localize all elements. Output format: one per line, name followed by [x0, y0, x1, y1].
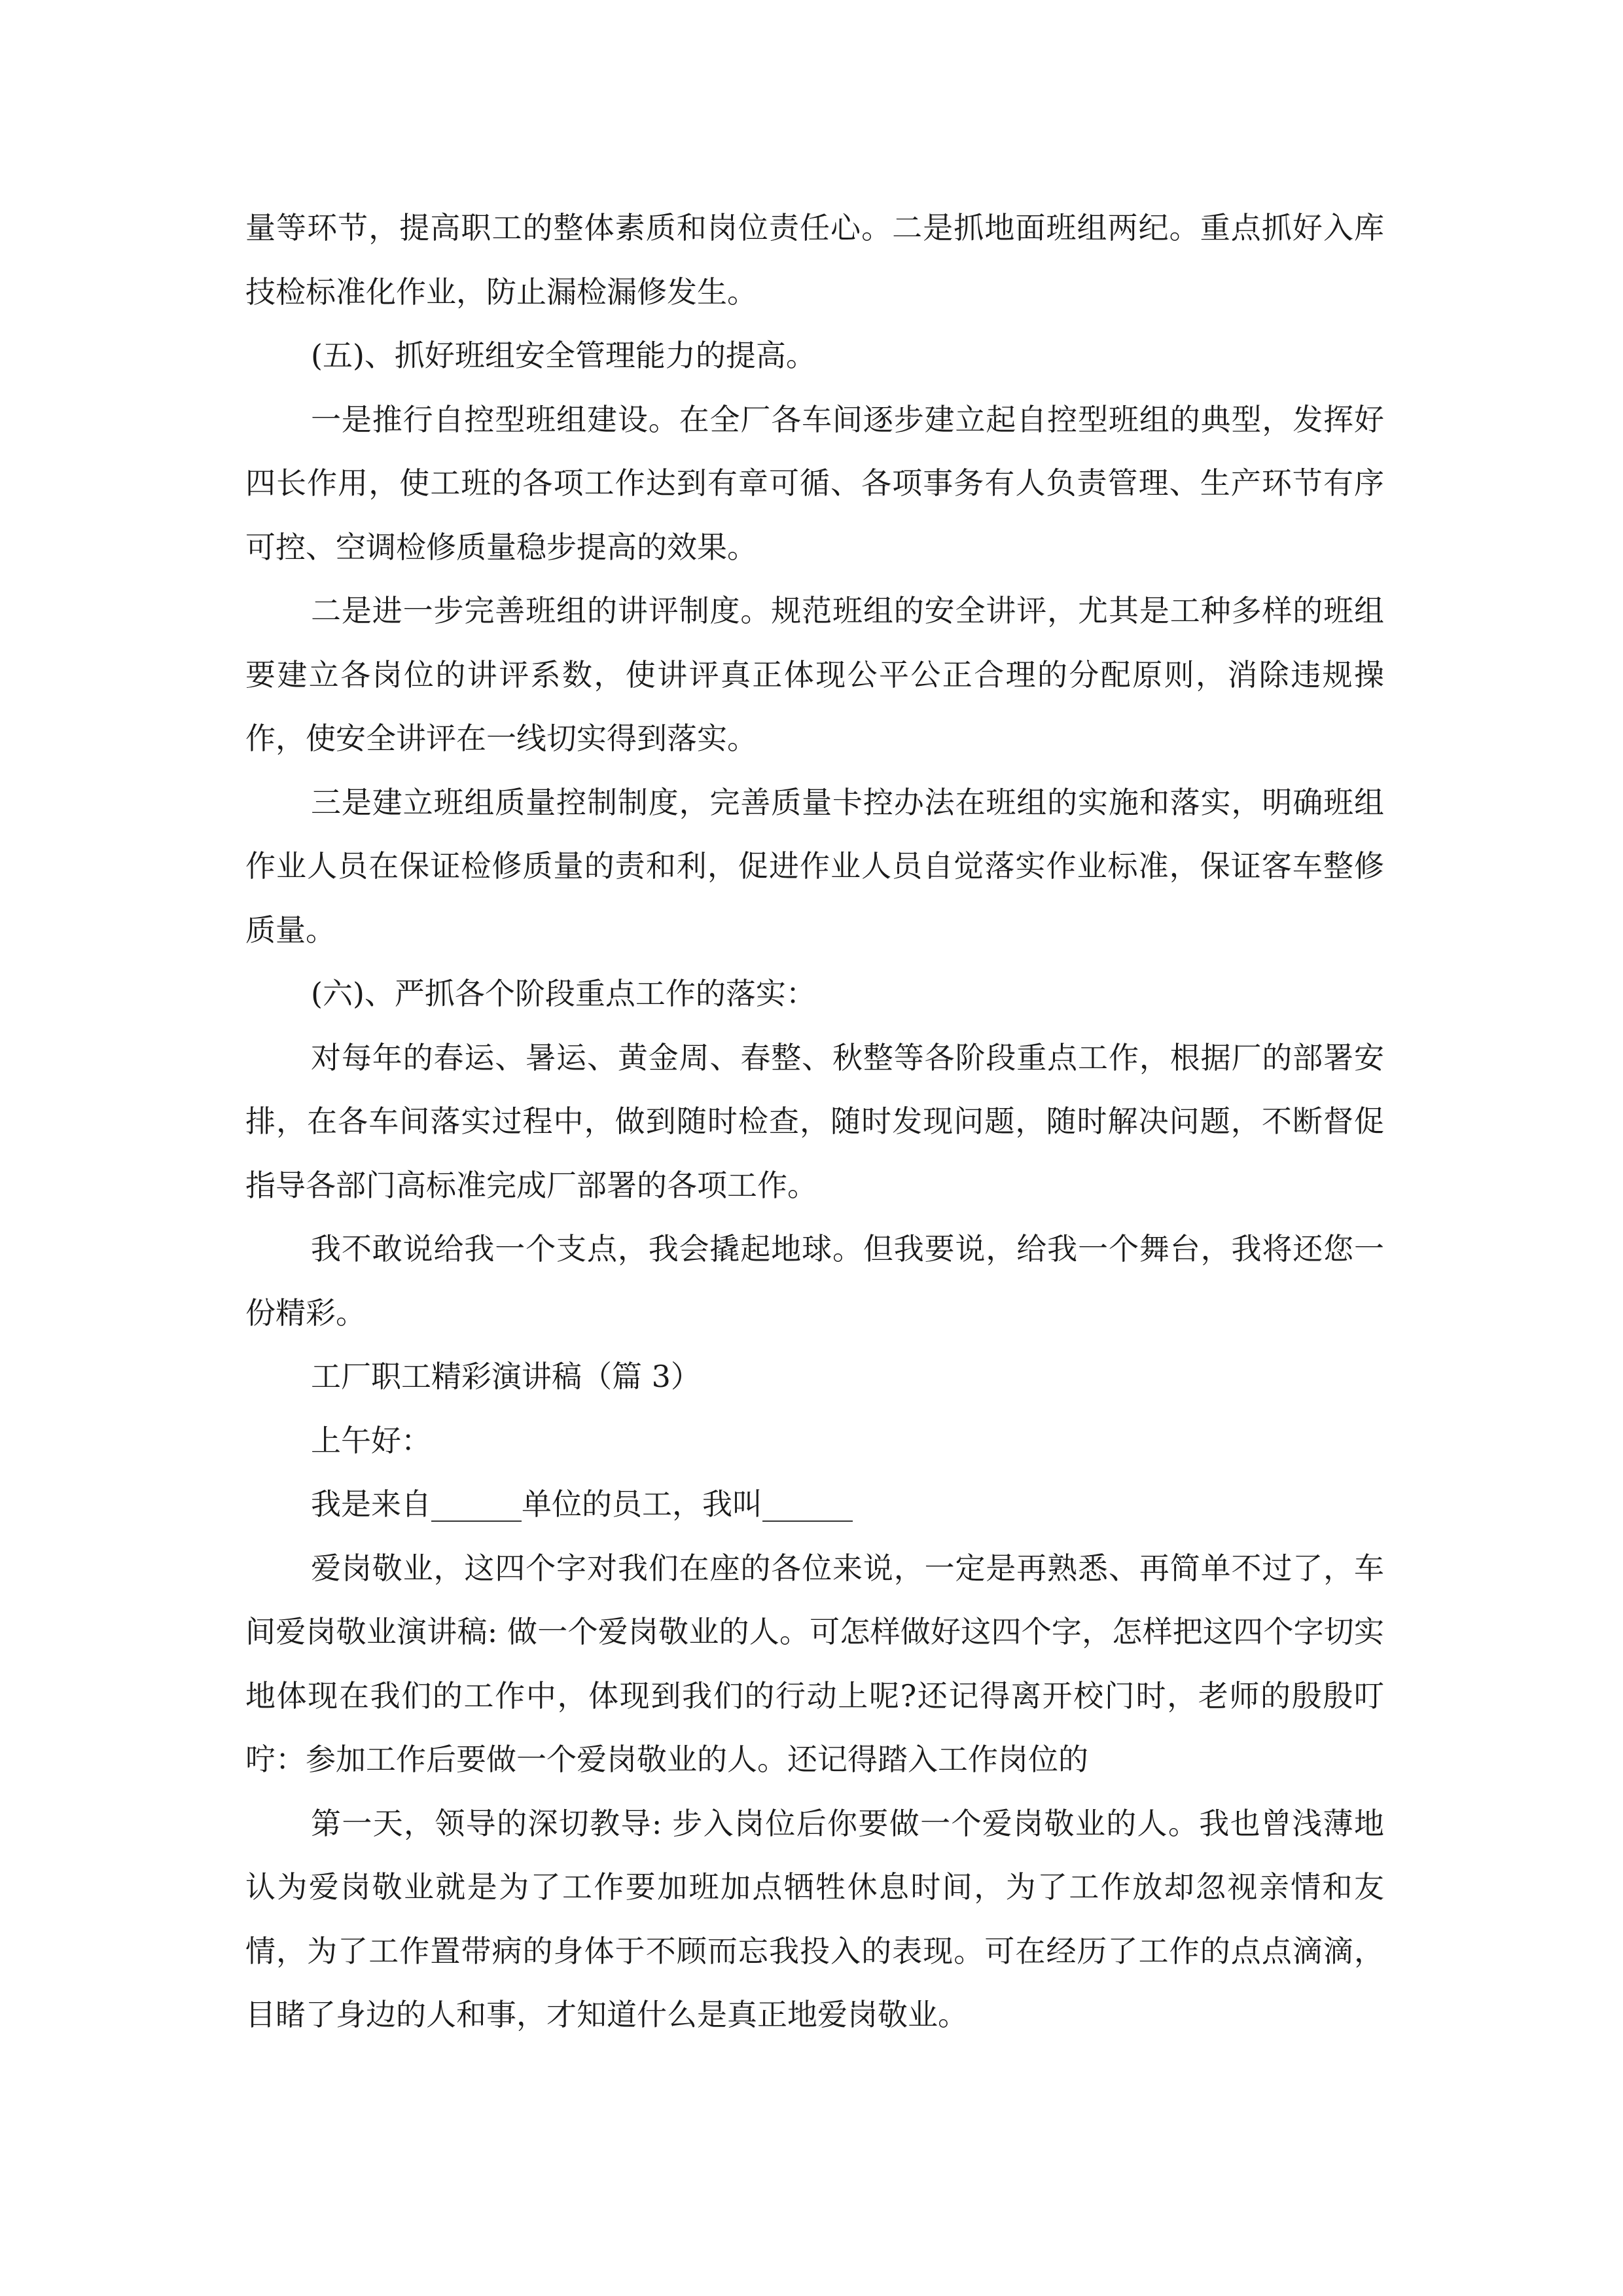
paragraph-dedication-intro: 爱岗敬业，这四个字对我们在座的各位来说，一定是再熟悉、再简单不过了，车间爱岗敬业演讲稿: 做一个爱岗敬业的人。可怎样做好这四个字，怎样把这四个字切实地体现在我们的工作中，体现到我们的行动上呢?还记得离开校门时，老师的殷殷叮咛：参加工作后要做一个爱岗敬业的人。还记得踏入工作岗位的 — [245, 1550, 1384, 1777]
paragraph-quality-control: 三是建立班组质量控制制度，完善质量卡控办法在班组的实施和落实，明确班组作业人员在保证检修质量的责和利，促进作业人员自觉落实作业标准，保证客车整修质量。 — [245, 784, 1384, 948]
greeting: 上午好： — [311, 1422, 431, 1458]
heading-section-five: (五)、抓好班组安全管理能力的提高。 — [311, 338, 816, 373]
speech-title: 工厂职工精彩演讲稿（篇 3） — [311, 1359, 701, 1394]
paragraph-review-system: 二是进一步完善班组的讲评制度。规范班组的安全讲评，尤其是工种多样的班组要建立各岗位的讲评系数，使讲评真正体现公平公正合理的分配原则，消除违规操作，使安全讲评在一线切实得到落实。 — [245, 593, 1384, 756]
paragraph-self-control-teams: 一是推行自控型班组建设。在全厂各车间逐步建立起自控型班组的典型，发挥好四长作用，使工班的各项工作达到有章可循、各项事务有人负责管理、生产环节有序可控、空调检修质量稳步提高的效果。 — [245, 401, 1384, 565]
paragraph-first-day: 第一天，领导的深切教导: 步入岗位后你要做一个爱岗敬业的人。我也曾浅薄地认为爱岗敬业就是为了工作要加班加点牺牲休息时间，为了工作放却忽视亲情和友情，为了工作置带病的身体于不顾而忘我投入的表现。可在经历了工作的点点滴滴，目睹了身边的人和事，才知道什么是真正地爱岗敬业。 — [245, 1805, 1384, 2032]
document-body — [245, 196, 1384, 2047]
paragraph-key-work-stages: 对每年的春运、暑运、黄金周、春整、秋整等各阶段重点工作，根据厂的部署安排，在各车间落实过程中，做到随时检查，随时发现问题，随时解决问题，不断督促指导各部门高标准完成厂部署的各项工作。 — [245, 1039, 1384, 1203]
paragraph-continuation: 量等环节，提高职工的整体素质和岗位责任心。二是抓地面班组两纪。重点抓好入库技检标准化作业，防止漏检漏修发生。 — [245, 210, 1384, 310]
paragraph-closing-statement: 我不敢说给我一个支点，我会撬起地球。但我要说，给我一个舞台，我将还您一份精彩。 — [245, 1231, 1384, 1331]
heading-section-six: (六)、严抓各个阶段重点工作的落实： — [311, 976, 816, 1011]
self-introduction: 我是来自______单位的员工，我叫______ — [311, 1486, 853, 1522]
